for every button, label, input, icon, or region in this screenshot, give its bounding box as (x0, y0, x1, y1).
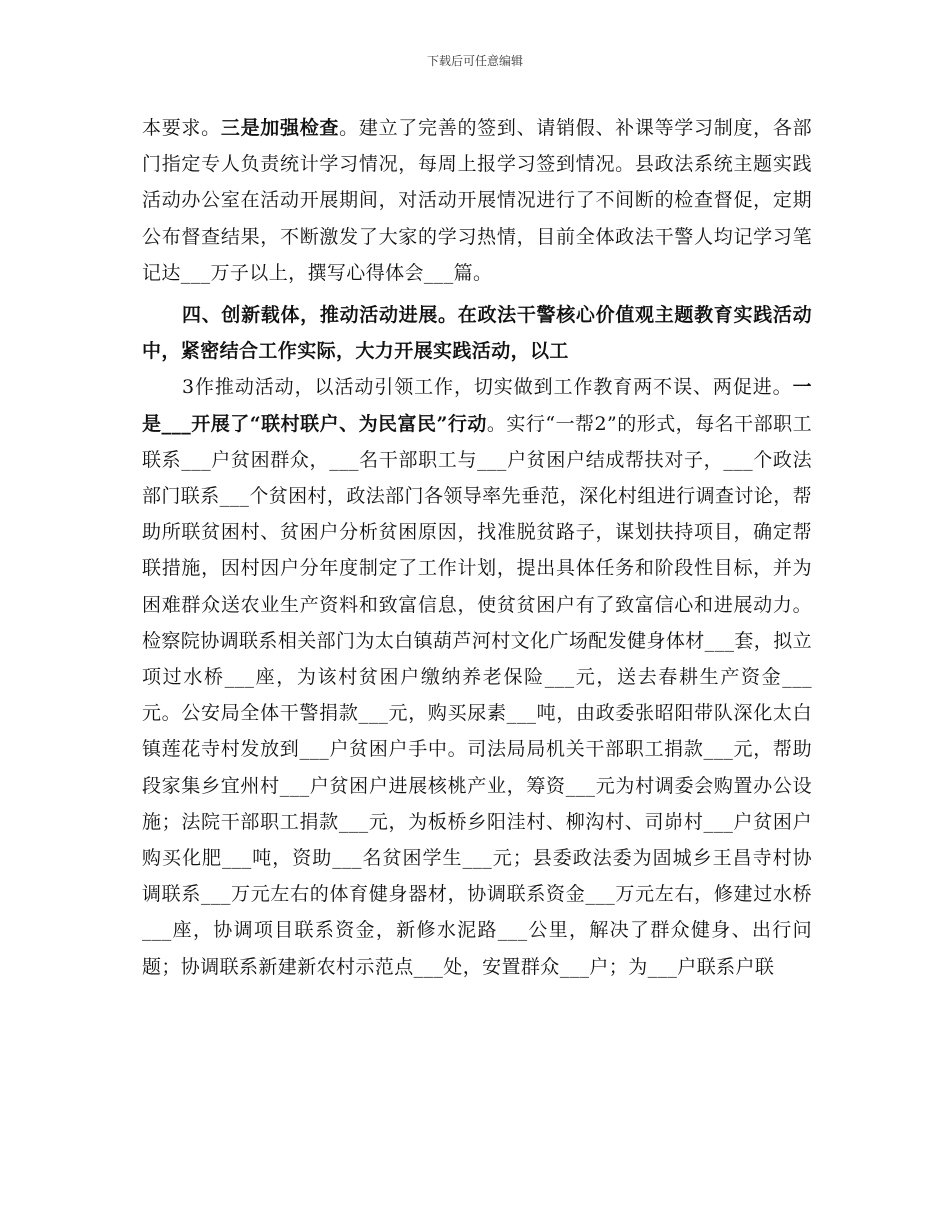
paragraph-text: 。建立了完善的签到、请销假、补课等学习制度，各部门指定专人负责统计学习情况，每周上报学习签到情况。县政法系统主题实践活动办公室在活动开展期间，对活动开展情况进行了不间断的检查督促，定期公布督查结果，不断激发了大家的学习热情，目前全体政法干警人均记学习笔记达___万子以上，撰写心得体会___篇。 (142, 117, 812, 284)
emphasis-text: 一是___开展了“联村联户、为民富民”行动 (142, 376, 812, 435)
paragraph-text: 本要求。 (142, 117, 221, 139)
paragraph-inspection (142, 110, 812, 291)
page-header-note: 下载后可任意编辑 (426, 54, 523, 68)
paragraph-text: 3作推动活动，以活动引领工作，切实做到工作教育两不误、两促进。 (182, 376, 793, 399)
paragraph-practice (142, 369, 812, 984)
emphasis-text: 三是加强检查 (220, 117, 340, 139)
paragraph-text: 。实行“一帮2”的形式，每名干部职工联系___户贫困群众，___名干部职工与___户贫困户结成帮扶对子，___个政法部门联系___个贫困村，政法部门各领导率先垂范，深化村组进行调查讨论，帮助所联贫困村、贫困户分析贫困原因，找准脱贫路子，谋划扶持项目，确定帮联措施，因村因户分年度制定了工作计划，提出具体任务和阶段性目标，并为困难群众送农业生产资料和致富信息，使贫贫困户有了致富信心和进展动力。检察院协调联系相关部门为太白镇葫芦河村文化广场配发健身体材___套，拟立项过水桥___座，为该村贫困户缴纳养老保险___元，送去春耕生产资金___元。公安局全体干警捐款___元，购买尿素___吨，由政委张昭阳带队深化太白镇莲花寺村发放到___户贫困户手中。司法局局机关干部职工捐款___元，帮助段家集乡宜州村___户贫困户进展核桃产业，筹资___元为村调委会购置办公设施；法院干部职工捐款___元，为板桥乡阳洼村、柳沟村、司峁村___户贫困户购买化肥___吨，资助___名贫困学生___元；县委政法委为固城乡王昌寺村协调联系___万元左右的体育健身器材，协调联系资金___万元左右，修建过水桥___座，协调项目联系资金，新修水泥路___公里，解决了群众健身、出行问题；协调联系新建新农村示范点___处，安置群众___户；为___户联系户联 (142, 412, 812, 978)
section-heading-four: 四、创新载体，推动活动进展。在政法干警核心价值观主题教育实践活动中，紧密结合工作实际，大力开展实践活动，以工 (142, 304, 812, 363)
document-body (142, 110, 812, 985)
